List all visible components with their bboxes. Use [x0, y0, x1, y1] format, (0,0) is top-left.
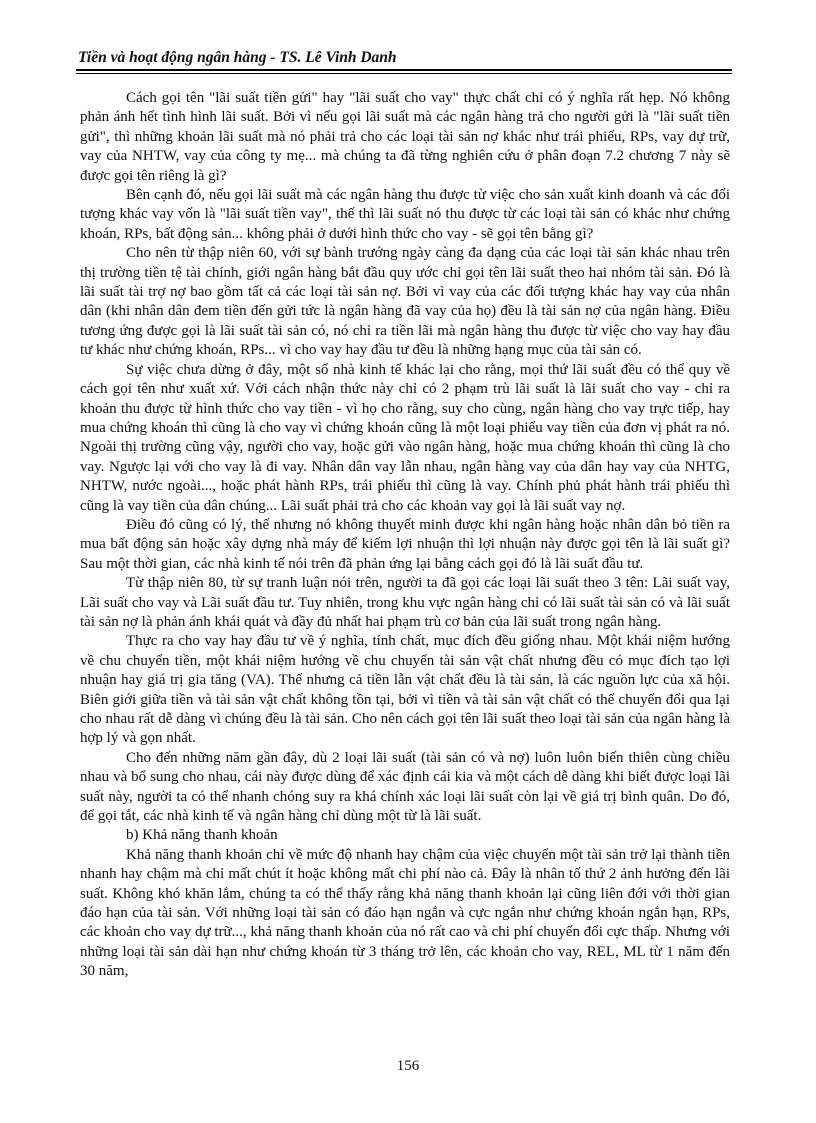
- running-header: Tiền và hoạt động ngân hàng - TS. Lê Vinh Danh: [78, 49, 397, 66]
- paragraph: Thực ra cho vay hay đầu tư về ý nghĩa, tính chất, mục đích đều giống nhau. Một khái niệm hướng về chu chuyển tiền, một khái niệm hướng về chu chuyển tài sản vật chất nhưng đều có mục đích tạo lợi nhuận hay giá trị gia tăng (VA). Thế nhưng cả tiền lẫn vật chất đều là tài sản, là các nguồn lực của xã hội. Biên giới giữa tiền và tài sản vật chất không tồn tại, bởi vì tiền và tài sản vật chất có thể chuyển đổi qua lại cho nhau rất dễ dàng vì chúng đều là tài sản. Cho nên cách gọi tên lãi suất theo loại tài sản của ngân hàng là hợp lý và gọn nhất.: [80, 633, 730, 747]
- paragraph: Sự việc chưa dừng ở đây, một số nhà kinh tế khác lại cho rằng, mọi thứ lãi suất đều có thể quy về cách gọi tên như xuất xứ. Với cách nhận thức này chỉ có 2 phạm trù lãi suất là lãi suất cho vay - chỉ ra khoản thu được từ hình thức cho vay tiền - vì họ cho rằng, suy cho cùng, ngân hàng cho vay trực tiếp, hay mua chứng khoán thì cũng là cho vay vì chứng khoán cũng là một loại phiếu vay tiền của đơn vị phát ra nó. Ngoài thị trường cũng vậy, người cho vay, hoặc gửi vào ngân hàng, hoặc mua chứng khoán thì cũng là cho vay. Ngược lại với cho vay là đi vay. Nhân dân vay lẫn nhau, ngân hàng vay của dân hay vay của NHTG, NHTW, nước ngoài..., hoặc phát hành RPs, trái phiếu thì cũng là vay. Chính phủ phát hành trái phiếu thì cũng là vay tiền của dân chúng... Lãi suất phải trả cho các khoản vay gọi là lãi suất vay nợ.: [80, 361, 730, 514]
- paragraph: Cách gọi tên "lãi suất tiền gửi" hay "lãi suất cho vay" thực chất chỉ có ý nghĩa rất hẹp. Nó không phản ánh hết tình hình lãi suất. Bởi vì nếu gọi lãi suất mà các ngân hàng trả cho người gửi là "lãi suất tiền gửi", thì những khoản lãi suất mà nó phải trả cho các loại tài sản nợ khác như trái phiếu, RPs, vay dự trữ, vay của NHTW, vay của công ty mẹ... mà chúng ta đã từng nghiên cứu ở phân đoạn 7.2 chương 7 này sẽ được gọi tên riêng là gì?: [80, 90, 730, 184]
- paragraph: Cho nên từ thập niên 60, với sự bành trướng ngày càng đa dạng của các loại tài sản khác nhau trên thị trường tiền tệ tài chính, giới ngân hàng bắt đầu quy ước chỉ gọi tên lãi suất theo hai nhóm tài sản. Đó là lãi suất tài trợ nợ bao gồm tất cả các loại tài sản nợ. Bởi vì vay của các đối tượng khác hay vay của nhân dân (khi nhân dân đem tiền đến gửi tức là ngân hàng đã vay của họ) đều là tài sản nợ của ngân hàng. Điều tương ứng được gọi là lãi suất tài sản có, nó chỉ ra tiền lãi mà ngân hàng thu được từ việc cho vay hay đầu tư khác như chứng khoán, RPs... vì cho vay hay đầu tư đều là những hạng mục của tài sản có.: [80, 245, 730, 359]
- paragraph: Cho đến những năm gần đây, dù 2 loại lãi suất (tài sản có và nợ) luôn luôn biến thiên cùng chiều nhau và bổ sung cho nhau, cái này được dùng để xác định cái kia và một cách dễ dàng khi biết được loại lãi suất này, người ta có thể nhanh chóng suy ra khá chính xác loại lãi suất còn lại về giá trị bình quân. Do đó, để gọi tắt, các nhà kinh tế và ngân hàng chỉ dùng một từ là lãi suất.: [80, 749, 730, 825]
- paragraph: Điều đó cũng có lý, thế nhưng nó không thuyết minh được khi ngân hàng hoặc nhân dân bỏ tiền ra mua bất động sản hoặc xây dựng nhà máy để kiếm lợi nhuận thì lợi nhuận này được gọi tên là lãi suất gì? Sau một thời gian, các nhà kinh tế nói trên đã phản ứng lại bằng cách gọi đó là lãi suất đầu tư.: [80, 516, 730, 572]
- header-rule: [76, 69, 732, 71]
- paragraph: Từ thập niên 80, từ sự tranh luận nói trên, người ta đã gọi các loại lãi suất theo 3 tên: Lãi suất vay, Lãi suất cho vay và Lãi suất đầu tư. Tuy nhiên, trong khu vực ngân hàng chỉ có lãi suất tài sản có và lãi suất tài sản nợ là phản ánh khái quát và đầy đủ nhất hai phạm trù cơ bản của lãi suất trong ngân hàng.: [80, 575, 730, 630]
- paragraph: Khả năng thanh khoản chỉ về mức độ nhanh hay chậm của việc chuyển một tài sản trở lại thành tiền nhanh hay chậm mà chỉ mất chút ít hoặc không mất chi phí nào cả. Đây là nhân tố thứ 2 ảnh hưởng đến lãi suất. Không khó khăn lắm, chúng ta có thể thấy rằng khả năng thanh khoản lại cũng liên đới với thời gian đáo hạn của tài sản. Với những loại tài sản có đáo hạn ngắn và cực ngắn như chứng khoán ngắn hạn, RPs, các khoản cho vay dự trữ..., khả năng thanh khoản của nó rất cao và chi phí chuyển đổi cực thấp. Nhưng với những loại tài sản dài hạn như chứng khoán từ 3 tháng trở lên, các khoản cho vay, REL, ML từ 1 năm đến 30 năm,: [80, 846, 730, 980]
- page-number: 156: [396, 1058, 420, 1074]
- body-text: [80, 89, 730, 982]
- header-rule-thin: [76, 73, 732, 74]
- section-heading: b) Khả năng thanh khoản: [126, 827, 278, 844]
- paragraph: Bên cạnh đó, nếu gọi lãi suất mà các ngân hàng thu được từ việc cho sản xuất kinh doanh và các đối tượng khác vay vốn là "lãi suất tiền vay", thế thì lãi suất nó thu được từ các loại tài sản có khác như chứng khoán, RPs, bất động sản... không phải ở dưới hình thức cho vay - sẽ gọi tên bằng gì?: [80, 187, 730, 242]
